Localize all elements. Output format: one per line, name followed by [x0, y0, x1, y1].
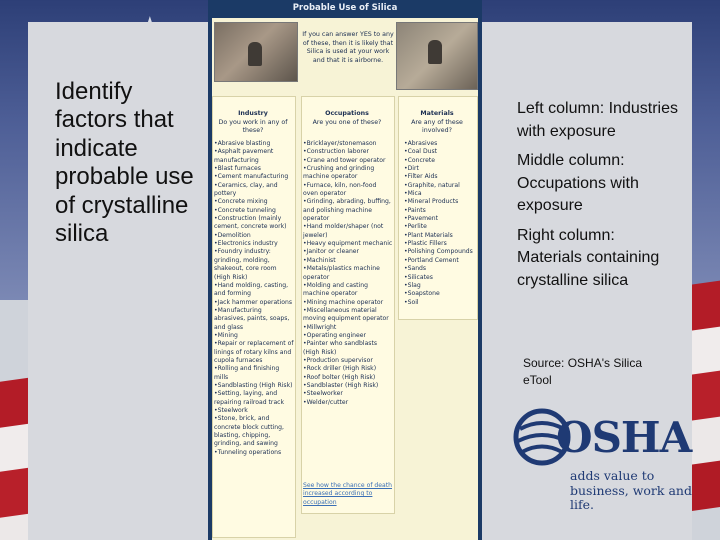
worker-figure — [428, 40, 442, 64]
card-intro: If you can answer YES to any of these, then it is likely that Silica is used at your work and that it is airborne. — [300, 31, 396, 65]
list-item: •Crane and tower operator — [303, 156, 386, 164]
list-item: •Cement manufacturing — [214, 173, 289, 181]
list-item: •Bricklayer/stonemason — [303, 140, 377, 147]
list-item: •Heavy equipment mechanic — [303, 240, 393, 248]
list-item: •Coal Dust — [404, 148, 438, 156]
materials-list — [404, 140, 476, 307]
list-item: •Portland Cement — [404, 256, 459, 264]
list-item: •Pavement — [404, 215, 439, 223]
list-item: •Molding and casting machine operator — [303, 281, 368, 298]
list-item: •Dirt — [404, 165, 419, 173]
list-item: •Welder/cutter — [303, 398, 349, 406]
list-item: •Furnace, kiln, non-food oven operator — [303, 181, 377, 198]
list-item: •Mineral Products — [404, 198, 459, 206]
list-item: •Soapstone — [404, 290, 440, 298]
list-item: •Janitor or cleaner — [303, 248, 360, 256]
list-item: •Machinist — [303, 256, 336, 264]
list-item: •Miscellaneous material moving equipment operator — [303, 306, 389, 323]
list-item: •Foundry industry: grinding, molding, shakeout, core room (High Risk) — [214, 248, 277, 281]
list-item: •Sandblasting (High Risk) — [214, 381, 293, 389]
materials-title: Materials — [420, 110, 454, 117]
list-item: •Abrasive blasting — [214, 140, 271, 147]
list-item: •Asphalt pavement manufacturing — [214, 148, 274, 164]
list-item: •Construction (mainly cement, concrete work) — [214, 215, 287, 231]
list-item: •Mica — [404, 190, 422, 198]
list-item: •Demolition — [214, 231, 251, 239]
osha-wordmark: OSHA — [556, 413, 692, 462]
list-item: •Rock driller (High Risk) — [303, 365, 377, 373]
list-item: •Concrete — [404, 156, 436, 164]
list-item: •Graphite, natural — [404, 181, 460, 189]
industry-title: Industry — [238, 110, 268, 117]
list-item: •Abrasives — [404, 140, 438, 147]
legend-middle-column: Middle column: Occupations with exposure — [517, 152, 639, 214]
list-item: •Paints — [404, 206, 426, 214]
list-item: •Soil — [404, 298, 419, 306]
list-item: •Silicates — [404, 273, 433, 281]
materials-header — [398, 110, 476, 136]
occupations-header — [301, 110, 393, 127]
list-item: •Concrete tunneling — [214, 206, 276, 214]
list-item: •Hand molder/shaper (not jeweler) — [303, 223, 384, 239]
list-item: •Plant Materials — [404, 231, 453, 239]
list-item: •Manufacturing abrasives, paints, soaps, and glass — [214, 306, 290, 331]
card-title: Probable Use of Silica — [292, 3, 398, 13]
list-item: •Construction laborer — [303, 148, 369, 156]
list-item: •Repair or replacement of linings of rotary kilns and cupola furnaces — [214, 340, 294, 364]
list-item: •Millwright — [303, 323, 337, 331]
list-item: •Hand molding, casting, and forming — [214, 281, 289, 298]
osha-logo — [512, 405, 697, 515]
list-item: •Slag — [404, 281, 421, 289]
list-item: •Operating engineer — [303, 331, 367, 339]
materials-subtitle: Are any of these involved? — [411, 118, 463, 135]
industry-subtitle: Do you work in any of these? — [218, 118, 288, 135]
list-item: •Steelworker — [303, 390, 343, 398]
list-item: •Production supervisor — [303, 356, 373, 364]
industry-header — [212, 110, 294, 136]
worker-figure — [248, 42, 262, 66]
list-item: •Metals/plastics machine operator — [303, 265, 380, 281]
list-item: •Jack hammer operations — [214, 298, 293, 306]
list-item: •Painter who sandblasts (High Risk) — [303, 340, 378, 356]
list-item: •Tunneling operations — [214, 448, 282, 456]
occupations-list — [303, 140, 393, 407]
list-item: •Polishing Compounds — [404, 248, 473, 256]
source-citation: Source: OSHA's Silica eTool — [523, 356, 642, 387]
industry-list — [214, 140, 294, 457]
list-item: •Mining — [214, 331, 238, 339]
list-item: •Grinding, abrading, buffing, and polishing machine operator — [303, 198, 391, 223]
list-item: •Sandblaster (High Risk) — [303, 381, 379, 389]
left-heading: Identify factors that indicate probable use of crystalline silica — [55, 78, 194, 248]
list-item: •Concrete mixing — [214, 198, 268, 206]
list-item: •Perlite — [404, 223, 427, 231]
list-item: •Rolling and finishing mills — [214, 365, 280, 381]
list-item: •Roof bolter (High Risk) — [303, 373, 376, 381]
list-item: •Steelwork — [214, 407, 248, 414]
osha-tagline: adds value to business, work and life. — [570, 468, 692, 512]
legend-left-column: Left column: Industries with exposure — [517, 100, 678, 140]
list-item: •Mining machine operator — [303, 298, 384, 306]
list-item: •Plastic Fillers — [404, 240, 447, 248]
list-item: •Filter Aids — [404, 173, 438, 181]
column-legend — [517, 98, 682, 299]
list-item: •Crushing and grinding machine operator — [303, 165, 375, 181]
list-item: •Stone, brick, and concrete block cutting, blasting, chipping, grinding, and sawing — [214, 415, 284, 448]
list-item: •Setting, laying, and repairing railroad track — [214, 390, 285, 406]
list-item: •Sands — [404, 265, 427, 273]
list-item: •Ceramics, clay, and pottery — [214, 181, 278, 198]
occupations-subtitle: Are you one of these? — [312, 118, 382, 126]
occupations-title: Occupations — [325, 110, 369, 117]
list-item: •Electronics industry — [214, 240, 278, 248]
occupation-death-risk-link[interactable]: See how the chance of death increased according to occupation — [303, 482, 393, 506]
legend-right-column: Right column: Materials containing crystalline silica — [517, 226, 660, 289]
list-item: •Blast furnaces — [214, 165, 261, 173]
